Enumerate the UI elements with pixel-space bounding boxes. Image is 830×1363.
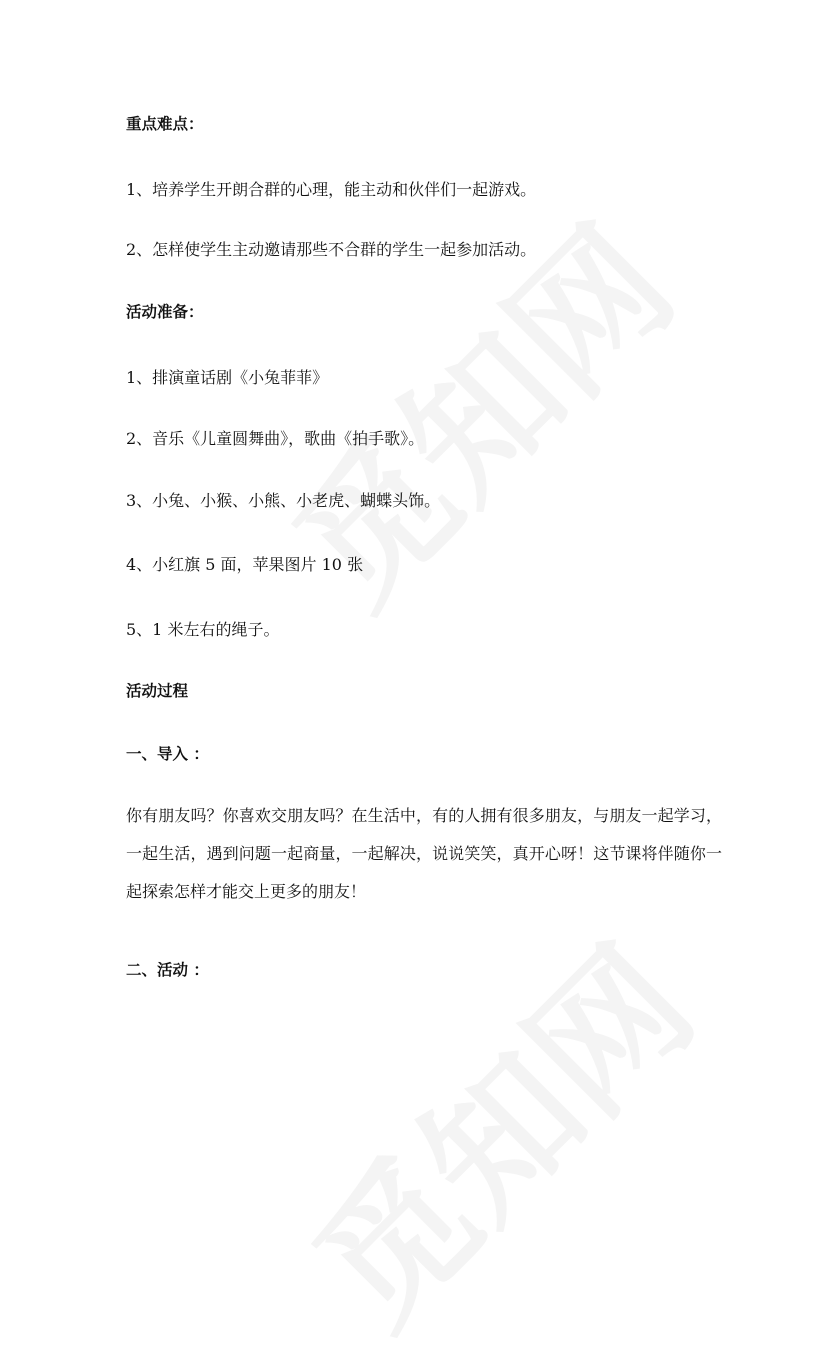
intro-paragraph: 你有朋友吗？你喜欢交朋友吗？在生活中，有的人拥有很多朋友，与朋友一起学习，一起生活，遇到问题一起商量，一起解决，说说笑笑，真开心呀！这节课将伴随你一起探索怎样才能交上更多的朋友！ [126, 806, 722, 901]
heading-key-points: 重点难点： [126, 115, 204, 133]
preparation-item: 4、小红旗 5 面，苹果图片 10 张 [126, 555, 364, 574]
heading-process: 活动过程 [126, 682, 189, 700]
watermark [260, 893, 731, 1363]
key-point-item: 1、培养学生开朗合群的心理，能主动和伙伴们一起游戏。 [126, 180, 537, 199]
preparation-item: 2、音乐《儿童圆舞曲》，歌曲《拍手歌》。 [126, 429, 425, 448]
preparation-item: 3、小兔、小猴、小熊、小老虎、蝴蝶头饰。 [126, 491, 441, 510]
heading-preparation: 活动准备： [126, 303, 204, 321]
preparation-item: 1、排演童话剧《小兔菲菲》 [126, 368, 329, 387]
heading-activity: 二、活动 ： [126, 961, 209, 979]
heading-intro: 一、导入 ： [126, 745, 209, 763]
key-point-item: 2、怎样使学生主动邀请那些不合群的学生一起参加活动。 [126, 240, 537, 259]
preparation-item: 5、1 米左右的绳子。 [126, 620, 280, 639]
